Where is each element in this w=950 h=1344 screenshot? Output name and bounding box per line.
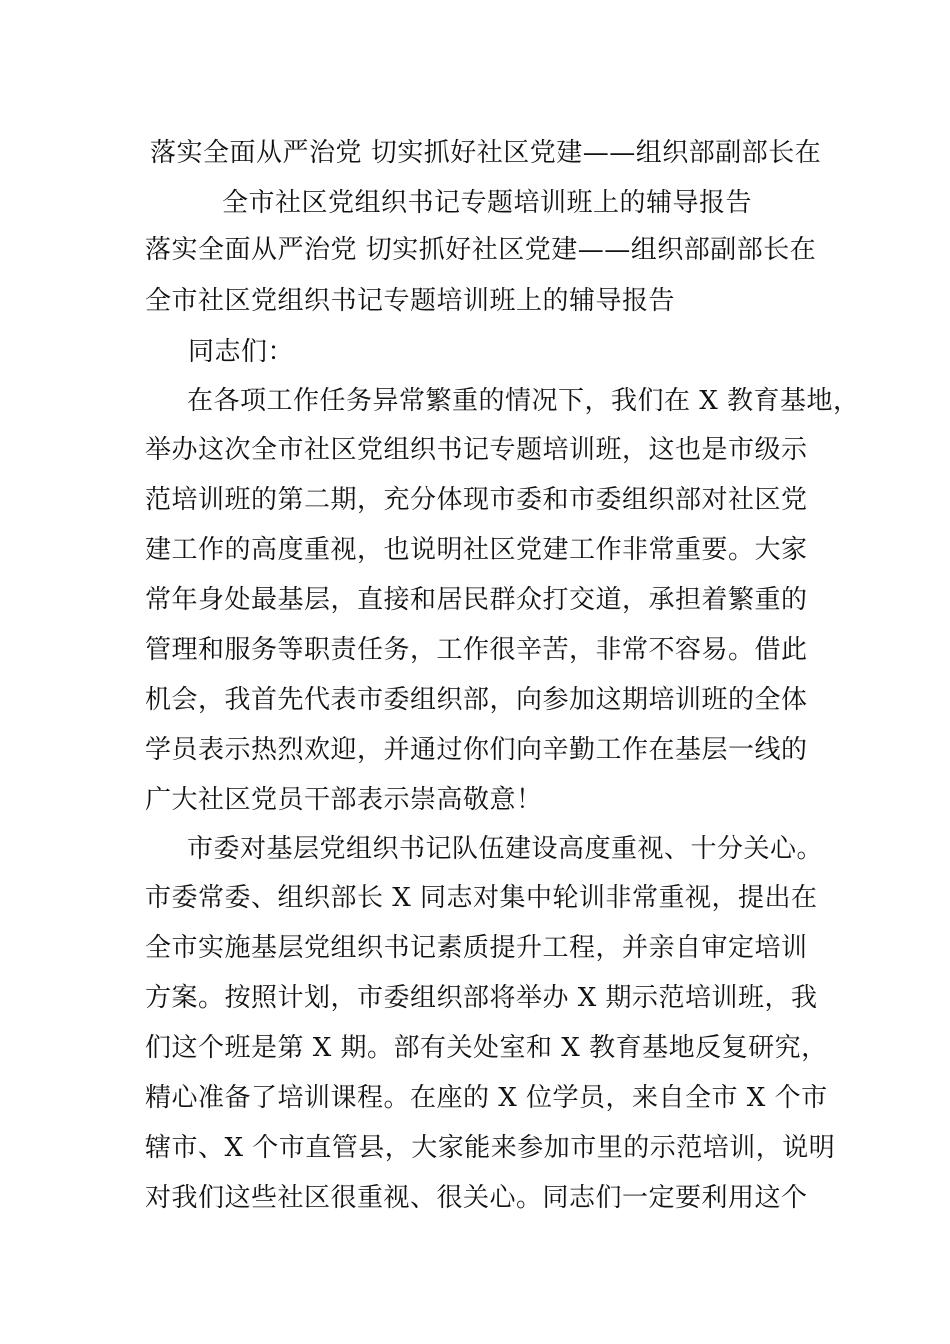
paragraph-line: 对我们这些社区很重视、很关心。同志们一定要利用这个 xyxy=(145,1183,808,1213)
title-line-2: 全市社区党组织书记专题培训班上的辅导报告 xyxy=(222,188,753,218)
paragraph-line: 全市实施基层党组织书记素质提升工程，并亲自审定培训 xyxy=(145,933,808,963)
paragraph-line: 精心准备了培训课程。在座的 X 位学员，来自全市 X 个市 xyxy=(145,1083,828,1113)
paragraph-line: 市委常委、组织部长 X 同志对集中轮训非常重视，提出在 xyxy=(145,883,818,913)
paragraph-line: 们这个班是第 X 期。部有关处室和 X 教育基地反复研究， xyxy=(145,1033,828,1063)
paragraph-line: 举办这次全市社区党组织书记专题培训班，这也是市级示 xyxy=(145,435,808,465)
paragraph-line: 管理和服务等职责任务，工作很辛苦，非常不容易。借此 xyxy=(145,635,808,665)
paragraph-line: 机会，我首先代表市委组织部，向参加这期培训班的全体 xyxy=(145,685,808,715)
paragraph-line: 辖市、X 个市直管县，大家能来参加市里的示范培训，说明 xyxy=(145,1133,836,1163)
salutation: 同志们： xyxy=(188,337,295,367)
paragraph-line: 市委对基层党组织书记队伍建设高度重视、十分关心。 xyxy=(187,834,824,864)
paragraph-line: 常年身处最基层，直接和居民群众打交道，承担着繁重的 xyxy=(145,585,808,615)
paragraph-line: 广大社区党员干部表示崇高敬意！ xyxy=(145,785,543,815)
title-line-1: 落实全面从严治党 切实抓好社区党建——组织部副部长在 xyxy=(150,138,822,168)
paragraph-line: 学员表示热烈欢迎，并通过你们向辛勤工作在基层一线的 xyxy=(145,735,808,765)
paragraph-line: 范培训班的第二期，充分体现市委和市委组织部对社区党 xyxy=(145,485,808,515)
repeated-title-line-2: 全市社区党组织书记专题培训班上的辅导报告 xyxy=(145,286,676,316)
paragraph-line: 在各项工作任务异常繁重的情况下，我们在 X 教育基地， xyxy=(187,386,860,416)
paragraph-line: 建工作的高度重视，也说明社区党建工作非常重要。大家 xyxy=(145,535,808,565)
repeated-title-line-1: 落实全面从严治党 切实抓好社区党建——组织部副部长在 xyxy=(145,235,817,265)
paragraph-line: 方案。按照计划，市委组织部将举办 X 期示范培训班，我 xyxy=(145,983,818,1013)
